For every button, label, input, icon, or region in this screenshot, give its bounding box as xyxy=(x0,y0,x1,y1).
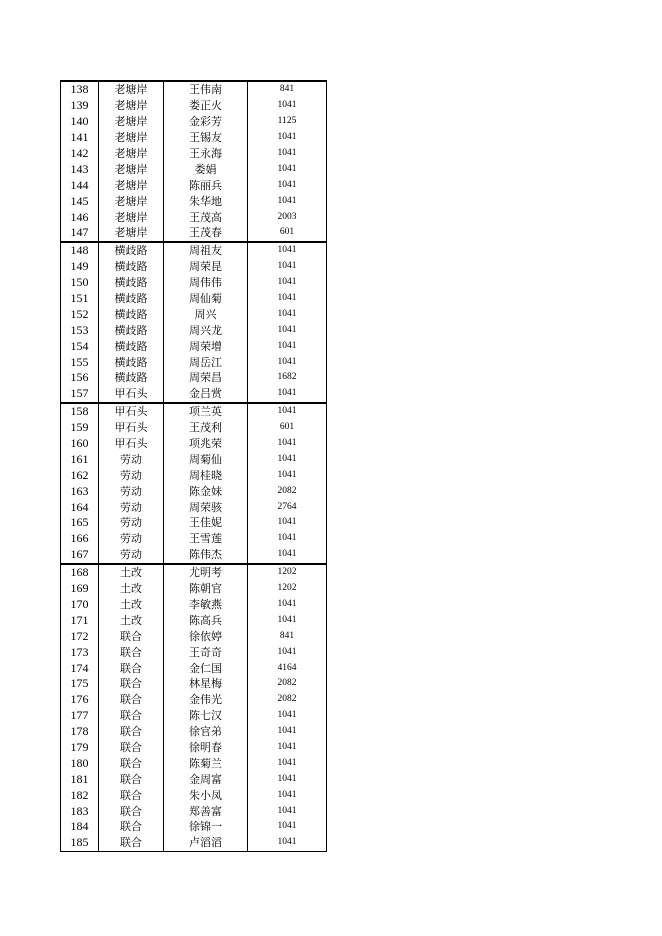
amount-cell: 1041 xyxy=(248,354,327,370)
table-row xyxy=(61,177,327,193)
amount-cell: 2003 xyxy=(248,209,327,225)
row-number-cell: 165 xyxy=(61,515,99,531)
name-cell: 王锡友 xyxy=(164,130,248,146)
row-number-cell: 173 xyxy=(61,644,99,660)
table-row xyxy=(61,612,327,628)
amount-cell: 1041 xyxy=(248,146,327,162)
village-cell: 老塘岸 xyxy=(99,193,164,209)
name-cell: 周荣昆 xyxy=(164,259,248,275)
village-cell: 横歧路 xyxy=(99,291,164,307)
row-number-cell: 142 xyxy=(61,146,99,162)
name-cell: 周岳江 xyxy=(164,354,248,370)
name-cell: 王雪莲 xyxy=(164,531,248,547)
amount-cell: 1041 xyxy=(248,771,327,787)
village-cell: 横歧路 xyxy=(99,370,164,386)
name-cell: 王永海 xyxy=(164,146,248,162)
row-number-cell: 171 xyxy=(61,612,99,628)
table-row xyxy=(61,81,327,98)
name-cell: 娄娟 xyxy=(164,161,248,177)
row-number-cell: 157 xyxy=(61,386,99,403)
amount-cell: 1041 xyxy=(248,242,327,259)
row-number-cell: 176 xyxy=(61,692,99,708)
name-cell: 尤明考 xyxy=(164,564,248,581)
village-cell: 甲石头 xyxy=(99,386,164,403)
name-cell: 郑善富 xyxy=(164,803,248,819)
name-cell: 王茂高 xyxy=(164,209,248,225)
name-cell: 王茂利 xyxy=(164,420,248,436)
name-cell: 王茂春 xyxy=(164,225,248,242)
amount-cell: 1202 xyxy=(248,581,327,597)
name-cell: 徐明春 xyxy=(164,740,248,756)
row-number-cell: 174 xyxy=(61,660,99,676)
amount-cell: 1041 xyxy=(248,547,327,564)
table-row xyxy=(61,564,327,581)
village-cell: 横歧路 xyxy=(99,259,164,275)
row-number-cell: 158 xyxy=(61,403,99,420)
row-number-cell: 185 xyxy=(61,835,99,851)
amount-cell: 1202 xyxy=(248,564,327,581)
name-cell: 陈朝官 xyxy=(164,581,248,597)
name-cell: 周祖友 xyxy=(164,242,248,259)
row-number-cell: 144 xyxy=(61,177,99,193)
village-cell: 横歧路 xyxy=(99,338,164,354)
name-cell: 金仁国 xyxy=(164,660,248,676)
table-body xyxy=(61,81,327,851)
table-row xyxy=(61,708,327,724)
amount-cell: 1041 xyxy=(248,597,327,613)
amount-cell: 1041 xyxy=(248,740,327,756)
amount-cell: 1041 xyxy=(248,338,327,354)
name-cell: 徐官弟 xyxy=(164,724,248,740)
name-cell: 金伟光 xyxy=(164,692,248,708)
village-cell: 联合 xyxy=(99,755,164,771)
row-number-cell: 143 xyxy=(61,161,99,177)
table-row xyxy=(61,483,327,499)
amount-cell: 2082 xyxy=(248,676,327,692)
table-row xyxy=(61,803,327,819)
village-cell: 横歧路 xyxy=(99,242,164,259)
village-cell: 联合 xyxy=(99,644,164,660)
amount-cell: 1041 xyxy=(248,515,327,531)
village-cell: 劳动 xyxy=(99,483,164,499)
amount-cell: 1041 xyxy=(248,835,327,851)
table-row xyxy=(61,354,327,370)
village-cell: 劳动 xyxy=(99,547,164,564)
row-number-cell: 179 xyxy=(61,740,99,756)
name-cell: 林星梅 xyxy=(164,676,248,692)
amount-cell: 2082 xyxy=(248,692,327,708)
amount-cell: 1041 xyxy=(248,755,327,771)
table-row xyxy=(61,209,327,225)
row-number-cell: 183 xyxy=(61,803,99,819)
table-row xyxy=(61,161,327,177)
row-number-cell: 150 xyxy=(61,275,99,291)
name-cell: 周仙菊 xyxy=(164,291,248,307)
row-number-cell: 181 xyxy=(61,771,99,787)
row-number-cell: 151 xyxy=(61,291,99,307)
table-row xyxy=(61,322,327,338)
name-cell: 朱小凤 xyxy=(164,787,248,803)
village-cell: 联合 xyxy=(99,628,164,644)
row-number-cell: 138 xyxy=(61,81,99,98)
table-row xyxy=(61,114,327,130)
row-number-cell: 148 xyxy=(61,242,99,259)
village-cell: 老塘岸 xyxy=(99,161,164,177)
amount-cell: 1041 xyxy=(248,531,327,547)
table-row xyxy=(61,193,327,209)
row-number-cell: 164 xyxy=(61,499,99,515)
village-cell: 联合 xyxy=(99,771,164,787)
table-row xyxy=(61,581,327,597)
row-number-cell: 177 xyxy=(61,708,99,724)
table-row xyxy=(61,740,327,756)
table-row xyxy=(61,386,327,403)
table-row xyxy=(61,755,327,771)
name-cell: 陈丽兵 xyxy=(164,177,248,193)
table-row xyxy=(61,130,327,146)
name-cell: 王奇奇 xyxy=(164,644,248,660)
table-row xyxy=(61,787,327,803)
row-number-cell: 149 xyxy=(61,259,99,275)
village-cell: 土改 xyxy=(99,581,164,597)
village-cell: 老塘岸 xyxy=(99,209,164,225)
amount-cell: 1041 xyxy=(248,467,327,483)
table-row xyxy=(61,370,327,386)
amount-cell: 1125 xyxy=(248,114,327,130)
amount-cell: 1041 xyxy=(248,161,327,177)
name-cell: 徐锦一 xyxy=(164,819,248,835)
table-row xyxy=(61,436,327,452)
table-row xyxy=(61,451,327,467)
village-cell: 联合 xyxy=(99,724,164,740)
row-number-cell: 145 xyxy=(61,193,99,209)
table-row xyxy=(61,597,327,613)
amount-cell: 2764 xyxy=(248,499,327,515)
name-cell: 金吕赏 xyxy=(164,386,248,403)
name-cell: 王伟南 xyxy=(164,81,248,98)
name-cell: 陈高兵 xyxy=(164,612,248,628)
village-cell: 联合 xyxy=(99,803,164,819)
name-cell: 陈金妹 xyxy=(164,483,248,499)
table-row xyxy=(61,225,327,242)
table-row xyxy=(61,724,327,740)
row-number-cell: 184 xyxy=(61,819,99,835)
row-number-cell: 146 xyxy=(61,209,99,225)
row-number-cell: 160 xyxy=(61,436,99,452)
village-cell: 老塘岸 xyxy=(99,146,164,162)
name-cell: 周兴 xyxy=(164,306,248,322)
data-table xyxy=(60,80,327,852)
name-cell: 周菊仙 xyxy=(164,451,248,467)
name-cell: 娄正火 xyxy=(164,98,248,114)
row-number-cell: 182 xyxy=(61,787,99,803)
row-number-cell: 178 xyxy=(61,724,99,740)
row-number-cell: 180 xyxy=(61,755,99,771)
name-cell: 项兆荣 xyxy=(164,436,248,452)
amount-cell: 1041 xyxy=(248,451,327,467)
row-number-cell: 159 xyxy=(61,420,99,436)
village-cell: 甲石头 xyxy=(99,436,164,452)
name-cell: 徐依婷 xyxy=(164,628,248,644)
village-cell: 联合 xyxy=(99,740,164,756)
row-number-cell: 162 xyxy=(61,467,99,483)
table-row xyxy=(61,547,327,564)
village-cell: 老塘岸 xyxy=(99,81,164,98)
village-cell: 横歧路 xyxy=(99,322,164,338)
name-cell: 金彩芳 xyxy=(164,114,248,130)
amount-cell: 1041 xyxy=(248,98,327,114)
name-cell: 朱华地 xyxy=(164,193,248,209)
village-cell: 联合 xyxy=(99,819,164,835)
table-row xyxy=(61,403,327,420)
table-row xyxy=(61,242,327,259)
amount-cell: 2082 xyxy=(248,483,327,499)
village-cell: 老塘岸 xyxy=(99,98,164,114)
amount-cell: 601 xyxy=(248,420,327,436)
village-cell: 土改 xyxy=(99,612,164,628)
row-number-cell: 170 xyxy=(61,597,99,613)
village-cell: 劳动 xyxy=(99,499,164,515)
amount-cell: 1041 xyxy=(248,291,327,307)
table-row xyxy=(61,291,327,307)
amount-cell: 1041 xyxy=(248,612,327,628)
amount-cell: 1041 xyxy=(248,819,327,835)
amount-cell: 1041 xyxy=(248,403,327,420)
village-cell: 劳动 xyxy=(99,467,164,483)
village-cell: 劳动 xyxy=(99,451,164,467)
row-number-cell: 172 xyxy=(61,628,99,644)
village-cell: 老塘岸 xyxy=(99,130,164,146)
village-cell: 土改 xyxy=(99,597,164,613)
table-row xyxy=(61,275,327,291)
row-number-cell: 175 xyxy=(61,676,99,692)
name-cell: 陈伟杰 xyxy=(164,547,248,564)
amount-cell: 1041 xyxy=(248,193,327,209)
table-row xyxy=(61,644,327,660)
name-cell: 周桂晓 xyxy=(164,467,248,483)
row-number-cell: 152 xyxy=(61,306,99,322)
village-cell: 联合 xyxy=(99,835,164,851)
table-row xyxy=(61,771,327,787)
village-cell: 联合 xyxy=(99,692,164,708)
amount-cell: 841 xyxy=(248,81,327,98)
village-cell: 横歧路 xyxy=(99,354,164,370)
row-number-cell: 163 xyxy=(61,483,99,499)
amount-cell: 1041 xyxy=(248,322,327,338)
row-number-cell: 169 xyxy=(61,581,99,597)
village-cell: 联合 xyxy=(99,787,164,803)
amount-cell: 1041 xyxy=(248,177,327,193)
table-row xyxy=(61,420,327,436)
village-cell: 老塘岸 xyxy=(99,177,164,193)
name-cell: 周兴龙 xyxy=(164,322,248,338)
amount-cell: 1041 xyxy=(248,275,327,291)
table-row xyxy=(61,531,327,547)
name-cell: 周荣骇 xyxy=(164,499,248,515)
amount-cell: 1041 xyxy=(248,787,327,803)
table-row xyxy=(61,628,327,644)
row-number-cell: 139 xyxy=(61,98,99,114)
name-cell: 陈七汉 xyxy=(164,708,248,724)
name-cell: 周荣增 xyxy=(164,338,248,354)
table-row xyxy=(61,98,327,114)
village-cell: 土改 xyxy=(99,564,164,581)
row-number-cell: 166 xyxy=(61,531,99,547)
table-row xyxy=(61,692,327,708)
row-number-cell: 167 xyxy=(61,547,99,564)
amount-cell: 1041 xyxy=(248,306,327,322)
table-row xyxy=(61,819,327,835)
amount-cell: 1041 xyxy=(248,436,327,452)
table-row xyxy=(61,338,327,354)
row-number-cell: 156 xyxy=(61,370,99,386)
amount-cell: 1041 xyxy=(248,708,327,724)
amount-cell: 4164 xyxy=(248,660,327,676)
village-cell: 甲石头 xyxy=(99,420,164,436)
table-row xyxy=(61,306,327,322)
row-number-cell: 153 xyxy=(61,322,99,338)
amount-cell: 1041 xyxy=(248,259,327,275)
amount-cell: 1041 xyxy=(248,803,327,819)
amount-cell: 601 xyxy=(248,225,327,242)
village-cell: 劳动 xyxy=(99,531,164,547)
amount-cell: 1041 xyxy=(248,386,327,403)
name-cell: 陈菊兰 xyxy=(164,755,248,771)
table-row xyxy=(61,676,327,692)
table-row xyxy=(61,660,327,676)
row-number-cell: 161 xyxy=(61,451,99,467)
name-cell: 周伟伟 xyxy=(164,275,248,291)
village-cell: 横歧路 xyxy=(99,275,164,291)
row-number-cell: 154 xyxy=(61,338,99,354)
amount-cell: 841 xyxy=(248,628,327,644)
amount-cell: 1041 xyxy=(248,724,327,740)
amount-cell: 1682 xyxy=(248,370,327,386)
village-cell: 老塘岸 xyxy=(99,114,164,130)
village-cell: 横歧路 xyxy=(99,306,164,322)
name-cell: 李敏燕 xyxy=(164,597,248,613)
village-cell: 联合 xyxy=(99,708,164,724)
row-number-cell: 147 xyxy=(61,225,99,242)
table-row xyxy=(61,146,327,162)
row-number-cell: 140 xyxy=(61,114,99,130)
row-number-cell: 141 xyxy=(61,130,99,146)
village-cell: 老塘岸 xyxy=(99,225,164,242)
name-cell: 王佳妮 xyxy=(164,515,248,531)
table-row xyxy=(61,835,327,851)
table-row xyxy=(61,259,327,275)
name-cell: 卢滔滔 xyxy=(164,835,248,851)
name-cell: 金周富 xyxy=(164,771,248,787)
row-number-cell: 155 xyxy=(61,354,99,370)
village-cell: 联合 xyxy=(99,660,164,676)
village-cell: 甲石头 xyxy=(99,403,164,420)
village-cell: 联合 xyxy=(99,676,164,692)
name-cell: 周荣昌 xyxy=(164,370,248,386)
amount-cell: 1041 xyxy=(248,130,327,146)
row-number-cell: 168 xyxy=(61,564,99,581)
table-row xyxy=(61,467,327,483)
amount-cell: 1041 xyxy=(248,644,327,660)
name-cell: 项兰英 xyxy=(164,403,248,420)
table-row xyxy=(61,515,327,531)
table-row xyxy=(61,499,327,515)
village-cell: 劳动 xyxy=(99,515,164,531)
